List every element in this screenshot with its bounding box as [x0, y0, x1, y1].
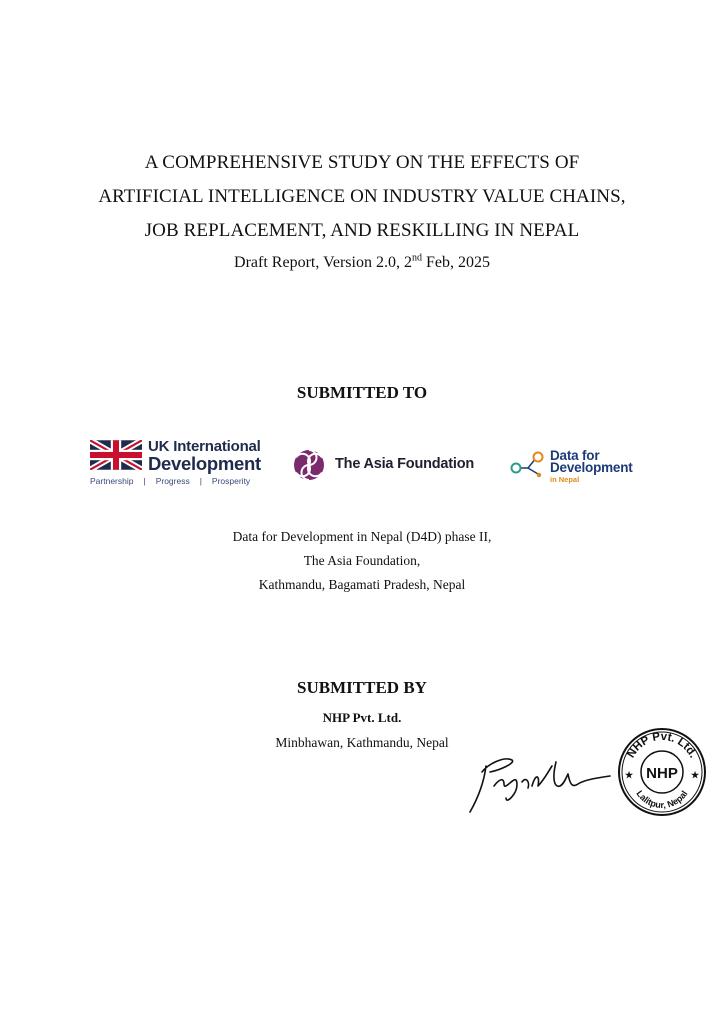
- recipient-address-line-1: Data for Development in Nepal (D4D) phase II,: [232, 529, 492, 544]
- seal-bottom-text: Lalitpur, Nepal: [634, 788, 690, 811]
- submitted-by-heading: SUBMITTED BY: [297, 678, 427, 697]
- uk-tag-partnership: Partnership: [90, 476, 134, 486]
- recipient-address-line-2: The Asia Foundation,: [303, 553, 421, 568]
- asia-foundation-name: The Asia Foundation: [335, 456, 475, 472]
- subtitle-suffix: Feb, 2025: [421, 254, 490, 271]
- data-for-development-logo: [510, 448, 670, 488]
- title-line-3: JOB REPLACEMENT, AND RESKILLING IN NEPAL: [144, 220, 580, 241]
- report-version-date: [0, 254, 724, 272]
- seal-top-text: NHP Pvt. Ltd.: [625, 730, 700, 761]
- title-line-1: A COMPREHENSIVE STUDY ON THE EFFECTS OF: [144, 152, 580, 173]
- submitter-address: Minbhawan, Kathmandu, Nepal: [275, 735, 449, 750]
- uk-logo-line-2: Development: [148, 453, 261, 474]
- uk-international-development-logo: [90, 438, 270, 490]
- uk-tag-separator: |: [199, 476, 202, 486]
- uk-tag-separator: |: [143, 476, 146, 486]
- d4d-logo-line-1: Data for: [550, 448, 600, 463]
- subtitle-prefix: Draft Report, Version 2.0, 2: [234, 254, 412, 271]
- uk-tag-progress: Progress: [155, 476, 190, 486]
- d4d-logo-line-2: Development: [550, 460, 633, 475]
- uk-tag-prosperity: Prosperity: [211, 476, 251, 486]
- title-line-2: ARTIFICIAL INTELLIGENCE ON INDUSTRY VALUE CHAINS,: [98, 186, 626, 207]
- d4d-network-icon: [510, 450, 548, 480]
- seal-center-text: NHP: [646, 765, 678, 782]
- subtitle-ordinal: nd: [411, 252, 422, 264]
- submitted-to-heading: SUBMITTED TO: [296, 383, 428, 402]
- company-seal-stamp: [616, 726, 708, 818]
- svg-text:NHP Pvt. Ltd.: [625, 731, 699, 760]
- submitter-company-name: NHP Pvt. Ltd.: [322, 710, 402, 725]
- uk-logo-tagline: [90, 476, 266, 486]
- union-jack-flag-icon: [90, 440, 142, 470]
- uk-logo-line-1: UK International: [148, 438, 261, 455]
- d4d-logo-line-3: in Nepal: [550, 475, 580, 484]
- seal-star-right-icon: ★: [690, 770, 700, 780]
- asia-foundation-emblem-icon: [292, 448, 326, 482]
- handwritten-signature: [460, 742, 620, 814]
- seal-star-left-icon: ★: [624, 770, 634, 780]
- asia-foundation-logo: [292, 448, 492, 482]
- recipient-address-line-3: Kathmandu, Bagamati Pradesh, Nepal: [258, 577, 466, 592]
